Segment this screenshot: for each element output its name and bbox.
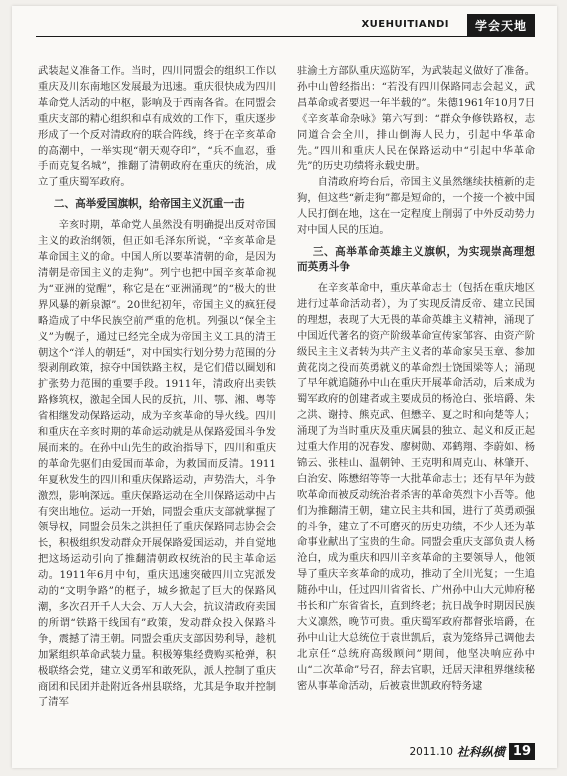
- section-heading: 二、高举爱国旗帜，给帝国主义沉重一击: [53, 198, 245, 211]
- magazine-page: [12, 6, 557, 768]
- section-badge: 学会天地: [467, 14, 535, 37]
- paragraph: 驻渝土方部队重庆巡防军，为武装起义做好了准备。孙中山曾经指出：“若没有四川保路同志会起义，武昌革命或者要迟一年半载的”。朱德1961年10月7日《辛亥革命杂咏》第六写到：“群众争修铁路权，志同道合会全川，排山倒海人民力，引起中华革命先。”四川和重庆人民在保路运动中“引起中华革命先”的历史功绩将永载史册。: [297, 65, 535, 173]
- issue-date: 2011.10: [409, 745, 453, 758]
- paragraph: 武装起义准备工作。当时，四川同盟会的组织工作以重庆及川东南地区发展最为迅速。重庆很快成为四川革命党人活动的中枢，影响及于西南各省。在同盟会重庆支部的精心组织和卓有成效的工作下，重庆逐步形成了一个反对清政府的联合阵线，终于在辛亥革命的高潮中，一举实现“朝天观夺印”，“兵不血忍，垂手而克复名城”，推翻了清朝政府在重庆的统治，成立了重庆蜀军政府。: [38, 65, 276, 189]
- left-column: [38, 64, 276, 748]
- paragraph: 在辛亥革命中，重庆革命志士（包括在重庆地区进行过革命活动者），为了实现反清反帝、建立民国的理想，表现了大无畏的革命英雄主义精神，涌现了中国近代著名的资产阶级革命宣传家邹容、由资产阶级民主主义者转为共产主义者的革命家吴玉章、参加黄花岗之役而英勇就义的革命烈士饶国梁等人；涌现了早年就追随孙中山在重庆开展革命活动，后来成为蜀军政府的创建者或主要成员的杨沧白、张培爵、朱之洪、谢持、熊克武、但懋辛、夏之时和向楚等人；涌现了为当时重庆及重庆属县的独立、起义和反正起过重大作用的况春发、廖树勋、邓鹤翔、李蔚如、杨锦云、张桂山、温朝钟、王克明和周克山、林肇开、白治安、陈懋绍等等一大批革命志士；还有早年为鼓吹革命而被反动统治者杀害的革命英烈卞小吾等。他们为推翻清王朝，建立民主共和国，进行了英勇顽强的斗争，建立了不可磨灭的历史功绩，不少人还为革命事业献出了宝贵的生命。同盟会重庆支部负责人杨沧白，成为重庆和四川辛亥革命的主要领导人，他领导了重庆辛亥革命的成功，推动了全川光复；一生追随孙中山，任过四川省省长、广州孙中山大元帅府秘书长和广东省省长，直到终老；抗日战争时期因民族大义凛然，晚节可贵。重庆蜀军政府都督张培爵，在孙中山让大总统位于袁世凯后，袁为笼络异己调他去北京任“总统府高级顾问”期间，他坚决响应孙中山“二次革命”号召，辞去官职，迁居天津租界继续秘密从事革命活动，后被袁世凯政府特务逮: [297, 281, 535, 692]
- header-rule: [36, 36, 535, 37]
- page-number: 19: [509, 743, 535, 760]
- page-header: [12, 6, 557, 38]
- page-footer: [409, 743, 535, 760]
- paragraph: 自清政府垮台后，帝国主义虽然继续扶植新的走狗，但这些“新走狗”都是短命的，一个接一个被中国人民打倒在地，这在一定程度上削弱了中外反动势力对中国人民的压迫。: [297, 176, 535, 237]
- section-heading: 三、高举革命英雄主义旗帜，为实现崇高理想而英勇斗争: [297, 245, 535, 273]
- right-column: [297, 64, 535, 748]
- paragraph: 辛亥时期，革命党人虽然没有明确提出反对帝国主义的政治纲领，但正如毛泽东所说，“辛亥革命是革命国主义的命。中国人所以要革清朝的命，是因为清朝是帝国主义的走狗”。列宁也把中国辛亥革命视为“亚洲的觉醒”，称它是在“亚洲涌现”的“极大的世界风暴的新泉源”。20世纪初年，帝国主义的疯狂侵略造成了中华民族空前严重的危机。列强以“保全主义”为幌子，通过已经完全成为帝国主义工具的清王朝这个“洋人的朝廷”，对中国实行划分势力范围的分裂剥削政策，掠夺中国铁路主权，是它们借以圈划和扩张势力范围的重要手段。1911年，清政府出卖铁路修筑权，激起全国人民的反抗，川、鄂、湘、粤等省相继发动保路运动，成为辛亥革命的导火线。四川和重庆在辛亥时期的革命运动就是从保路爱国斗争发展而来的。在孙中山先生的政治指导下，四川和重庆的革命先驱们由爱国而革命，为救国而反清。1911年夏秋发生的四川和重庆保路运动，声势浩大，斗争激烈，影响深远。重庆保路运动在全川保路运动中占有突出地位。运动一开始，同盟会重庆支部就掌握了领导权，同盟会员朱之洪担任了重庆保路同志协会会长，积极组织发动群众开展保路爱国运动，并自觉地把这场运动引向了推翻清朝政权统治的民主革命运动。1911年6月中旬，重庆迅速突破四川立宪派发动的“文明争路”的框子，城乡掀起了巨大的保路风潮，多次召开千人大会、万人大会，抗议清政府卖国的所谓“铁路干线国有”政策，发动群众投入保路斗争，震撼了清王朝。同盟会重庆支部因势利导，趁机加紧组织革命武装力量。积极筹集经费购买枪弹，积极联络会党，建立义勇军和敢死队，派人控制了重庆商团和民团并赴附近各州县联络，尤其是争取并控制了清军: [38, 219, 276, 709]
- magazine-logo: 社科纵横: [456, 745, 505, 759]
- section-title-en: XUEHUITIANDI: [361, 19, 449, 30]
